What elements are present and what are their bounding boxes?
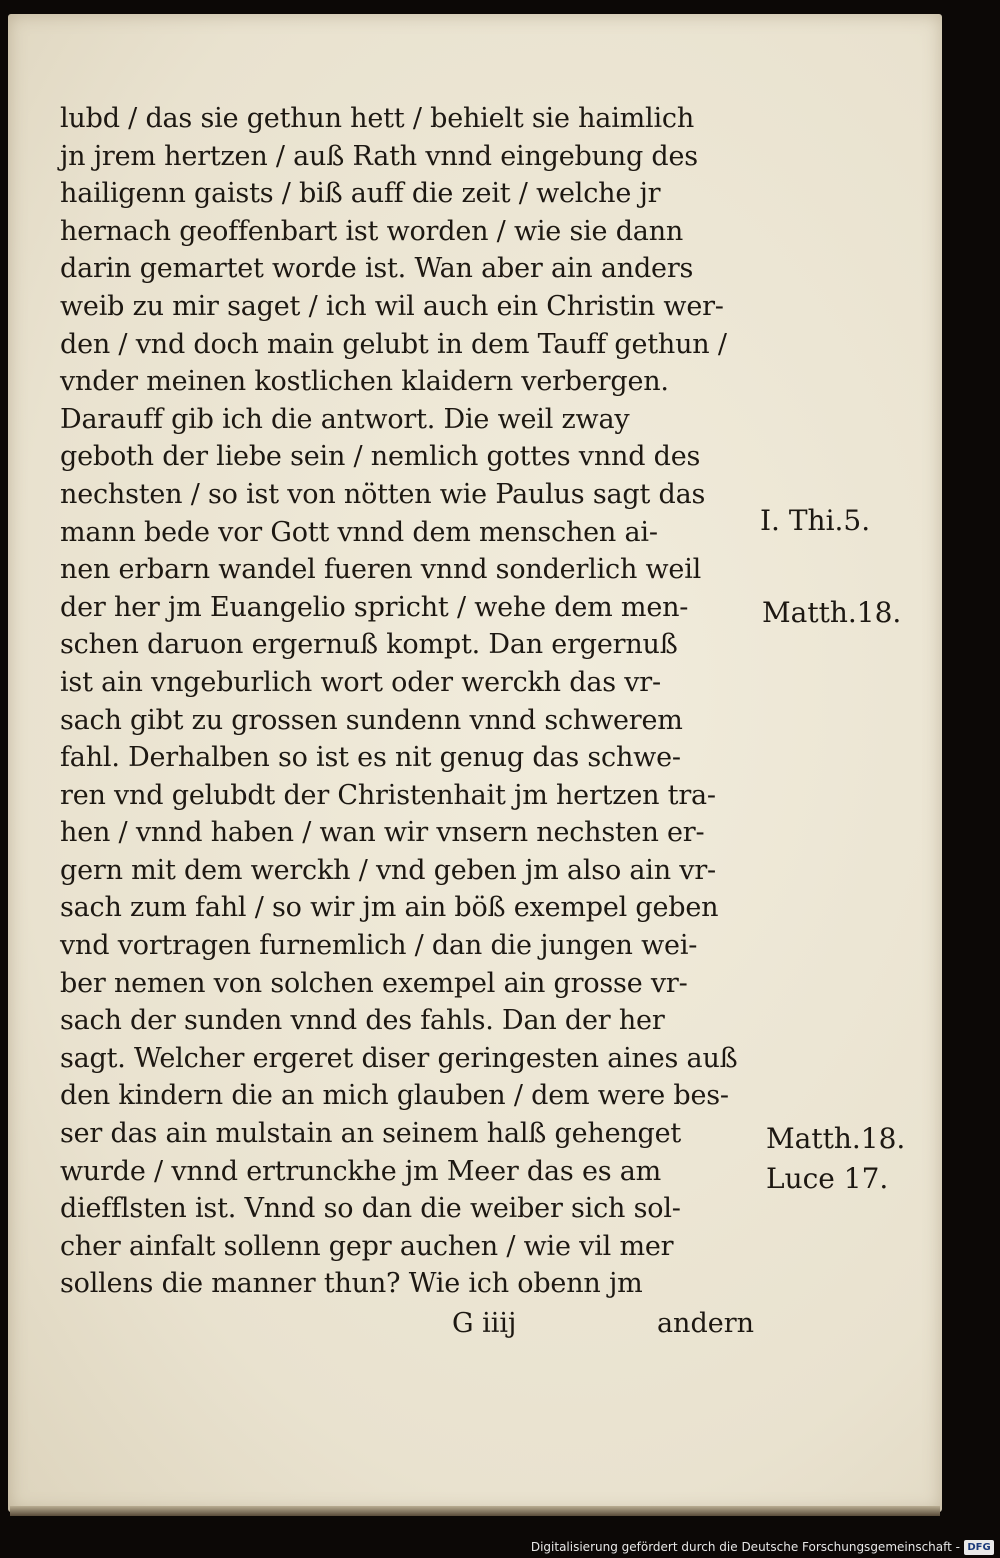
margin-note-1-thi: I. Thi.5. xyxy=(760,504,871,537)
text-line: sach der sunden vnnd des fahls. Dan der her xyxy=(60,1005,665,1037)
text-line: darin gemartet worde ist. Wan aber ain anders xyxy=(60,253,694,285)
text-line: hen / vnnd haben / wan wir vnsern nechsten er- xyxy=(60,817,705,849)
text-line: lubd / das sie gethun hett / behielt sie haimlich xyxy=(60,103,695,134)
text-line: jn jrem hertzen / auß Rath vnnd eingebung des xyxy=(60,140,698,172)
page-edge xyxy=(10,1506,940,1516)
margin-note-matth: Matth.18. xyxy=(762,596,902,629)
text-line: nen erbarn wandel fueren vnnd sonderlich weil xyxy=(60,554,702,586)
text-line: diefflsten ist. Vnnd so dan die weiber sich sol- xyxy=(60,1193,681,1225)
text-line: ist ain vngeburlich wort oder werckh das vr- xyxy=(60,666,661,698)
text-line: hernach geoffenbart ist worden / wie sie dann xyxy=(60,215,684,247)
text-line: vnder meinen kostlichen klaidern verbergen. xyxy=(60,366,669,398)
text-line: sagt. Welcher ergeret diser geringesten aines auß xyxy=(60,1042,738,1074)
text-line: sollens die manner thun? Wie ich obenn jm xyxy=(60,1268,643,1300)
catchword: andern xyxy=(656,1308,754,1339)
text-line: nechsten / so ist von nötten wie Paulus sagt das xyxy=(60,478,706,510)
margin-note-luce: Luce 17. xyxy=(766,1162,889,1195)
page-body-text xyxy=(60,100,760,1303)
text-line: fahl. Derhalben so ist es nit genug das schwe- xyxy=(60,742,681,774)
text-line: der her jm Euangelio spricht / wehe dem men- xyxy=(60,591,689,623)
text-line: cher ainfalt sollenn gepr auchen / wie vil mer xyxy=(60,1230,674,1262)
text-line: vnd vortragen furnemlich / dan die jungen wei- xyxy=(60,930,698,962)
text-line: den kindern die an mich glauben / dem were bes- xyxy=(60,1080,729,1112)
signature-mark: G iiij xyxy=(452,1308,517,1339)
text-line: weib zu mir saget / ich wil auch ein Christin wer- xyxy=(60,290,724,322)
text-line: wurde / vnnd ertrunckhe jm Meer das es am xyxy=(60,1155,662,1187)
page-footer xyxy=(440,1308,760,1348)
text-line: mann bede vor Gott vnnd dem menschen ai- xyxy=(60,516,658,548)
text-line: den / vnd doch main gelubt in dem Tauff gethun / xyxy=(60,328,727,360)
dfg-logo: DFG xyxy=(964,1540,994,1555)
text-line: sach gibt zu grossen sundenn vnnd schwerem xyxy=(60,704,683,736)
text-line: ren vnd gelubdt der Christenhait jm hertzen tra- xyxy=(60,779,716,811)
digitization-credit: Digitalisierung gefördert durch die Deutsche Forschungsgemeinschaft - xyxy=(530,1540,960,1554)
text-line: sach zum fahl / so wir jm ain böß exempel geben xyxy=(60,892,719,924)
text-line: Darauff gib ich die antwort. Die weil zway xyxy=(60,403,630,435)
text-line: schen daruon ergernuß kompt. Dan ergernuß xyxy=(60,629,678,661)
margin-note-matth: Matth.18. xyxy=(766,1122,906,1155)
text-line: ber nemen von solchen exempel ain grosse vr- xyxy=(60,967,688,999)
text-line: geboth der liebe sein / nemlich gottes vnnd des xyxy=(60,441,701,473)
text-line: ser das ain mulstain an seinem halß gehenget xyxy=(60,1118,682,1150)
text-line: gern mit dem werckh / vnd geben jm also ain vr- xyxy=(60,854,716,886)
text-line: hailigenn gaists / biß auff die zeit / welche jr xyxy=(60,178,661,210)
